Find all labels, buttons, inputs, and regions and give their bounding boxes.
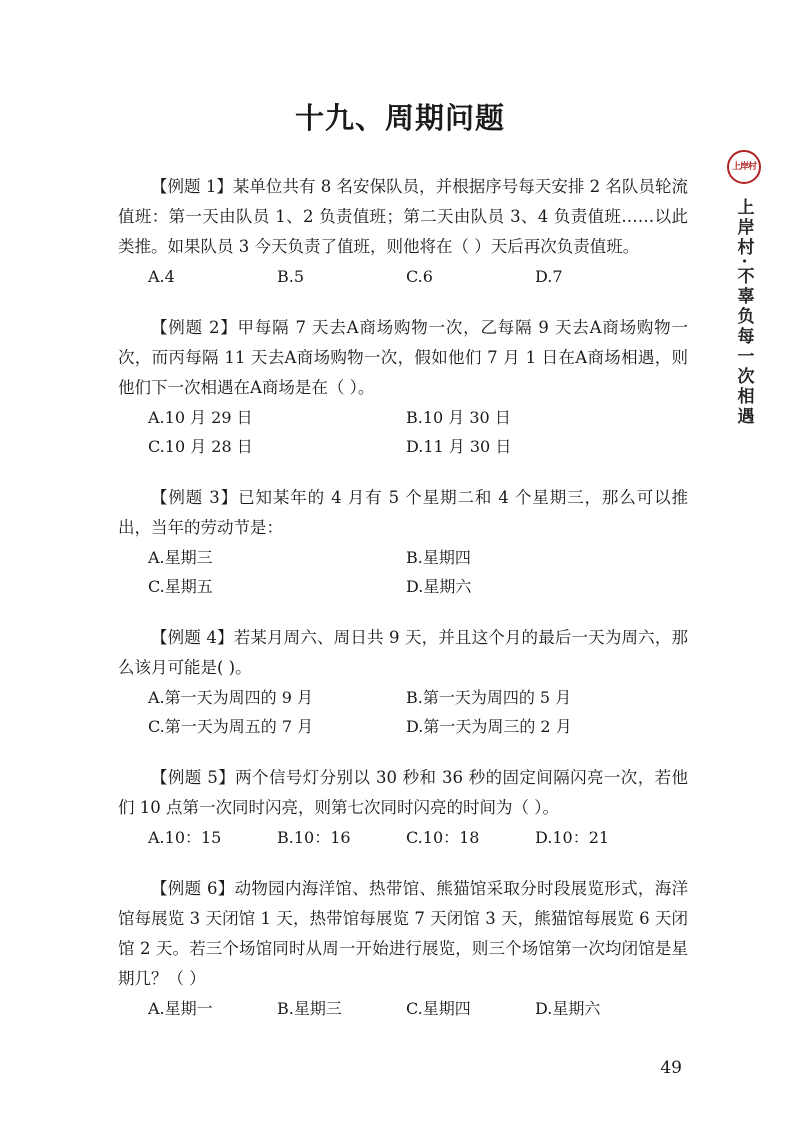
option-d: D.11 月 30 日 bbox=[406, 437, 512, 456]
option-b: B.星期三 bbox=[277, 999, 342, 1018]
side-slogan: 上岸村·不辜负每一次相遇 bbox=[733, 198, 754, 427]
option-a: A.10：15 bbox=[148, 828, 222, 847]
question-stem: 【例题 1】某单位共有 8 名安保队员，并根据序号每天安排 2 名队员轮流值班：第一天由队员 1、2 负责值班；第二天由队员 3、4 负责值班……以此类推。如果队员 3 今天负责了值班，则他将在（ ）天后再次负责值班。 bbox=[118, 177, 688, 256]
option-b: B.星期四 bbox=[406, 548, 471, 567]
question-5 bbox=[118, 763, 688, 852]
option-c: C.第一天为周五的 7 月 bbox=[148, 717, 314, 736]
question-stem: 【例题 4】若某月周六、周日共 9 天，并且这个月的最后一天为周六，那么该月可能是( )。 bbox=[118, 628, 688, 677]
question-stem: 【例题 2】甲每隔 7 天去A商场购物一次，乙每隔 9 天去A商场购物一次，而丙每隔 11 天去A商场购物一次，假如他们 7 月 1 日在A商场相遇，则他们下一次相遇在A商场是在（ ）。 bbox=[118, 318, 688, 397]
option-b: B.10 月 30 日 bbox=[406, 408, 511, 427]
option-c: C.10：18 bbox=[406, 828, 480, 847]
question-6 bbox=[118, 874, 688, 1023]
options bbox=[118, 543, 688, 601]
side-brand bbox=[726, 150, 762, 427]
question-2 bbox=[118, 313, 688, 461]
option-b: B.10：16 bbox=[277, 828, 351, 847]
option-c: C.6 bbox=[406, 267, 433, 286]
option-d: D.10：21 bbox=[535, 828, 610, 847]
question-3 bbox=[118, 483, 688, 601]
option-a: A.10 月 29 日 bbox=[148, 408, 253, 427]
option-b: B.第一天为周四的 5 月 bbox=[406, 688, 572, 707]
questions-list bbox=[118, 172, 688, 1045]
options bbox=[118, 994, 688, 1023]
option-a: A.星期一 bbox=[148, 999, 213, 1018]
option-c: C.10 月 28 日 bbox=[148, 437, 253, 456]
question-4 bbox=[118, 623, 688, 741]
seal-logo: 上岸村 bbox=[727, 150, 761, 184]
question-stem: 【例题 6】动物园内海洋馆、热带馆、熊猫馆采取分时段展览形式，海洋馆每展览 3 天闭馆 1 天，热带馆每展览 7 天闭馆 3 天，熊猫馆每展览 6 天闭馆 2 天。若三个场馆同时从周一开始进行展览，则三个场馆第一次均闭馆是星期几？（ ） bbox=[118, 879, 688, 988]
option-a: A.4 bbox=[148, 267, 175, 286]
page-number: 49 bbox=[660, 1058, 682, 1078]
options bbox=[118, 262, 688, 291]
option-d: D.星期六 bbox=[406, 577, 472, 596]
question-stem: 【例题 3】已知某年的 4 月有 5 个星期二和 4 个星期三，那么可以推出，当年的劳动节是： bbox=[118, 488, 688, 537]
option-b: B.5 bbox=[277, 267, 305, 286]
option-d: D.7 bbox=[535, 267, 563, 286]
question-1 bbox=[118, 172, 688, 291]
options bbox=[118, 403, 688, 461]
option-d: D.星期六 bbox=[535, 999, 601, 1018]
option-d: D.第一天为周三的 2 月 bbox=[406, 717, 572, 736]
options bbox=[118, 823, 688, 852]
option-a: A.第一天为周四的 9 月 bbox=[148, 688, 313, 707]
option-c: C.星期五 bbox=[148, 577, 213, 596]
option-c: C.星期四 bbox=[406, 999, 471, 1018]
page-title: 十九、周期问题 bbox=[294, 101, 505, 135]
options bbox=[118, 683, 688, 741]
question-stem: 【例题 5】两个信号灯分别以 30 秒和 36 秒的固定间隔闪亮一次，若他们 10 点第一次同时闪亮，则第七次同时闪亮的时间为（ ）。 bbox=[118, 768, 688, 817]
option-a: A.星期三 bbox=[148, 548, 213, 567]
